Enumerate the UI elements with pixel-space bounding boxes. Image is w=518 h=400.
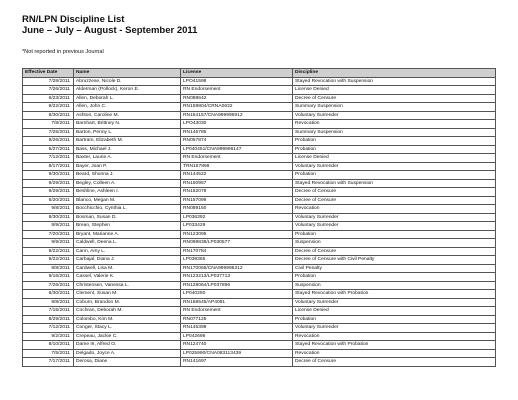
discipline-cell: Summary Suspension <box>293 103 496 112</box>
discipline-cell: Voluntary Surrender <box>293 213 496 222</box>
license-cell: RN Endorsement <box>181 154 293 163</box>
license-cell: RN123095 <box>181 230 293 239</box>
discipline-cell: Probation <box>293 273 496 282</box>
discipline-table <box>22 68 496 367</box>
effective-date-cell: 8/30/2011 <box>23 213 74 222</box>
discipline-cell: Decree of Censure with Civil Penalty <box>293 256 496 265</box>
license-cell: RN154157/CNA999996912 <box>181 111 293 120</box>
license-cell: RN Endorsement <box>181 86 293 95</box>
discipline-cell: Suspension <box>293 281 496 290</box>
table-row <box>23 213 496 222</box>
license-cell: RN088642 <box>181 94 293 103</box>
effective-date-cell: 9/22/2011 <box>23 103 74 112</box>
effective-date-cell: 9/2/2011 <box>23 332 74 341</box>
effective-date-cell: 7/28/2011 <box>23 77 74 86</box>
column-header-discipline: Discipline <box>293 69 496 78</box>
name-cell: Abruzzese, Nicole D. <box>74 77 181 86</box>
table-row <box>23 298 496 307</box>
effective-date-cell: 7/15/2011 <box>23 307 74 316</box>
effective-date-cell: 8/17/2011 <box>23 162 74 171</box>
name-cell: Caldwell, Deena L. <box>74 239 181 248</box>
table-row <box>23 137 496 146</box>
license-cell: LP033429 <box>181 222 293 231</box>
effective-date-cell: 9/29/2011 <box>23 179 74 188</box>
license-cell: RN077125 <box>181 315 293 324</box>
effective-date-cell: 9/8/2011 <box>23 205 74 214</box>
effective-date-cell: 7/12/2011 <box>23 324 74 333</box>
license-cell: LP042696 <box>181 332 293 341</box>
discipline-cell: Decree of Censure <box>293 247 496 256</box>
name-cell: Blanco, Megan M. <box>74 196 181 205</box>
name-cell: Bocchicchio, Cynthia L. <box>74 205 181 214</box>
effective-date-cell: 8/26/2011 <box>23 137 74 146</box>
table-body <box>23 77 496 366</box>
license-cell: RN162078 <box>181 188 293 197</box>
table-row <box>23 247 496 256</box>
effective-date-cell: 9/9/2011 <box>23 239 74 248</box>
effective-date-cell: 9/22/2011 <box>23 247 74 256</box>
license-cell: RN Endorsement <box>181 307 293 316</box>
effective-date-cell: 7/26/2011 <box>23 281 74 290</box>
effective-date-cell: 9/16/2011 <box>23 273 74 282</box>
name-cell: Cassel, Valerie K. <box>74 273 181 282</box>
page-title: RN/LPN Discipline List <box>22 14 125 25</box>
discipline-cell: Stayed Revocation with Probation <box>293 290 496 299</box>
effective-date-cell: 9/22/2011 <box>23 256 74 265</box>
discipline-cell: Stayed Revocation with Suspension <box>293 77 496 86</box>
table-row <box>23 273 496 282</box>
effective-date-cell: 9/29/2011 <box>23 188 74 197</box>
table-row <box>23 290 496 299</box>
page-subtitle: June – July – August - September 2011 <box>22 25 198 36</box>
license-cell: RN099838/LP030577 <box>181 239 293 248</box>
name-cell: Bosman, Susan D. <box>74 213 181 222</box>
license-cell: LP039365 <box>181 256 293 265</box>
name-cell: Bayer, Joan P. <box>74 162 181 171</box>
name-cell: Crepeau, Jackie C. <box>74 332 181 341</box>
table-row <box>23 307 496 316</box>
effective-date-cell: 9/30/2011 <box>23 171 74 180</box>
discipline-cell: Probation <box>293 171 496 180</box>
name-cell: Carbajal, Diana J. <box>74 256 181 265</box>
discipline-cell: Stayed Revocation with Probation <box>293 341 496 350</box>
table-row <box>23 358 496 367</box>
license-cell: LP040451/CNA999996147 <box>181 145 293 154</box>
license-cell: RN144522 <box>181 171 293 180</box>
table-row <box>23 120 496 129</box>
name-cell: Coburn, Brandon M. <box>74 298 181 307</box>
table-row <box>23 256 496 265</box>
discipline-cell: Summary Suspension <box>293 128 496 137</box>
column-header-license: License <box>181 69 293 78</box>
discipline-cell: Civil Penalty <box>293 264 496 273</box>
name-cell: Bryant, Marianne A. <box>74 230 181 239</box>
effective-date-cell: 8/8/2011 <box>23 264 74 273</box>
discipline-cell: Voluntary Surrender <box>293 111 496 120</box>
license-cell: RN145398 <box>181 324 293 333</box>
table-row <box>23 332 496 341</box>
discipline-cell: License Denied <box>293 154 496 163</box>
license-cell: TRN167898 <box>181 162 293 171</box>
name-cell: Barton, Penny L. <box>74 128 181 137</box>
table-row <box>23 162 496 171</box>
license-cell: RN124740 <box>181 341 293 350</box>
table-row <box>23 77 496 86</box>
name-cell: Colombo, Kim M. <box>74 315 181 324</box>
table-row <box>23 154 496 163</box>
license-cell: RN170784 <box>181 247 293 256</box>
discipline-cell: Revocation <box>293 120 496 129</box>
license-cell: RN159804/CRNA0632 <box>181 103 293 112</box>
license-cell: RN170065/CNA999995312 <box>181 264 293 273</box>
license-cell: RN168545/AP4081 <box>181 298 293 307</box>
effective-date-cell: 9/8/2011 <box>23 298 74 307</box>
name-cell: Dame III, Alfred O. <box>74 341 181 350</box>
discipline-cell: Decree of Censure <box>293 196 496 205</box>
name-cell: Cochran, Deborah M. <box>74 307 181 316</box>
table-row <box>23 188 496 197</box>
table-row <box>23 222 496 231</box>
name-cell: Barnhart, Brittney N. <box>74 120 181 129</box>
name-cell: Allen, John C. <box>74 103 181 112</box>
license-cell: LP025990/CNA083113439 <box>181 349 293 358</box>
license-cell: RN089150 <box>181 205 293 214</box>
name-cell: Christensen, Vanessa L. <box>74 281 181 290</box>
table-row <box>23 239 496 248</box>
effective-date-cell: 7/25/2011 <box>23 128 74 137</box>
table-row <box>23 205 496 214</box>
table-row <box>23 128 496 137</box>
discipline-cell: Suspension <box>293 239 496 248</box>
effective-date-cell: 8/29/2011 <box>23 315 74 324</box>
discipline-cell: License Denied <box>293 86 496 95</box>
effective-date-cell: 6/20/2011 <box>23 196 74 205</box>
discipline-cell: Probation <box>293 230 496 239</box>
name-cell: Cardwell, Lisa M. <box>74 264 181 273</box>
table-row <box>23 349 496 358</box>
license-cell: RN150957 <box>181 179 293 188</box>
discipline-cell: Decree of Censure <box>293 188 496 197</box>
name-cell: Begley, Colleen A. <box>74 179 181 188</box>
effective-date-cell: 7/8/2011 <box>23 120 74 129</box>
discipline-cell: Stayed Revocation with Suspension <box>293 179 496 188</box>
license-cell: LP036392 <box>181 213 293 222</box>
license-cell: LPO43030 <box>181 120 293 129</box>
table-row <box>23 111 496 120</box>
license-cell: LPO41598 <box>181 77 293 86</box>
name-cell: Ashton, Caroline M. <box>74 111 181 120</box>
discipline-cell: Decree of Censure <box>293 94 496 103</box>
discipline-cell: Probation <box>293 137 496 146</box>
discipline-cell: Voluntary Surrender <box>293 324 496 333</box>
name-cell: Brean, Stephen <box>74 222 181 231</box>
effective-date-cell: 8/10/2011 <box>23 341 74 350</box>
name-cell: Alderman (Pollock), Keron E. <box>74 86 181 95</box>
column-header-name: Name <box>74 69 181 78</box>
effective-date-cell: 7/26/2011 <box>23 86 74 95</box>
name-cell: Delgado, Joyce A. <box>74 349 181 358</box>
license-cell: RN141697 <box>181 358 293 367</box>
table-row <box>23 196 496 205</box>
name-cell: Derosa, Diane <box>74 358 181 367</box>
table-row <box>23 315 496 324</box>
discipline-cell: License Denied <box>293 307 496 316</box>
name-cell: Bartram, Elizabeth M. <box>74 137 181 146</box>
effective-date-cell: 7/20/2011 <box>23 230 74 239</box>
footnote: *Not reported in previous Journal <box>22 49 104 55</box>
table-row <box>23 264 496 273</box>
name-cell: Conger, Stacy L. <box>74 324 181 333</box>
license-cell: LP040250 <box>181 290 293 299</box>
discipline-cell: Probation <box>293 145 496 154</box>
table-row <box>23 94 496 103</box>
table-row <box>23 86 496 95</box>
table-row <box>23 324 496 333</box>
table-row <box>23 179 496 188</box>
discipline-cell: Revocation <box>293 205 496 214</box>
table-row <box>23 103 496 112</box>
license-cell: RN123213/LP037713 <box>181 273 293 282</box>
effective-date-cell: 6/30/2011 <box>23 290 74 299</box>
discipline-cell: Probation <box>293 315 496 324</box>
table-header-row <box>23 69 496 78</box>
license-cell: RN057874 <box>181 137 293 146</box>
license-cell: RN128064/LP037896 <box>181 281 293 290</box>
name-cell: Baxter, Laurie A. <box>74 154 181 163</box>
name-cell: Allen, Deborah L. <box>74 94 181 103</box>
table-row <box>23 281 496 290</box>
effective-date-cell: 6/23/2011 <box>23 94 74 103</box>
column-header-effective-date: Effective Date <box>23 69 74 78</box>
table-row <box>23 341 496 350</box>
name-cell: Clement, Susan M. <box>74 290 181 299</box>
effective-date-cell: 7/5/2011 <box>23 349 74 358</box>
name-cell: Cann, Amy L. <box>74 247 181 256</box>
license-cell: RN145785 <box>181 128 293 137</box>
effective-date-cell: 8/9/2011 <box>23 222 74 231</box>
effective-date-cell: 7/17/2011 <box>23 358 74 367</box>
effective-date-cell: 7/12/2011 <box>23 154 74 163</box>
discipline-cell: Voluntary Surrender <box>293 222 496 231</box>
name-cell: Beshline, Ashleen I. <box>74 188 181 197</box>
discipline-cell: Revocation <box>293 332 496 341</box>
discipline-cell: Voluntary Surrender <box>293 298 496 307</box>
effective-date-cell: 6/27/2011 <box>23 145 74 154</box>
table-row <box>23 171 496 180</box>
license-cell: RN157099 <box>181 196 293 205</box>
name-cell: Beard, Shonna J. <box>74 171 181 180</box>
discipline-cell: Revocation <box>293 349 496 358</box>
table-row <box>23 145 496 154</box>
effective-date-cell: 8/30/2011 <box>23 111 74 120</box>
table-row <box>23 230 496 239</box>
discipline-cell: Voluntary Surrender <box>293 162 496 171</box>
discipline-cell: Decree of Censure <box>293 358 496 367</box>
name-cell: Bass, Michael J. <box>74 145 181 154</box>
